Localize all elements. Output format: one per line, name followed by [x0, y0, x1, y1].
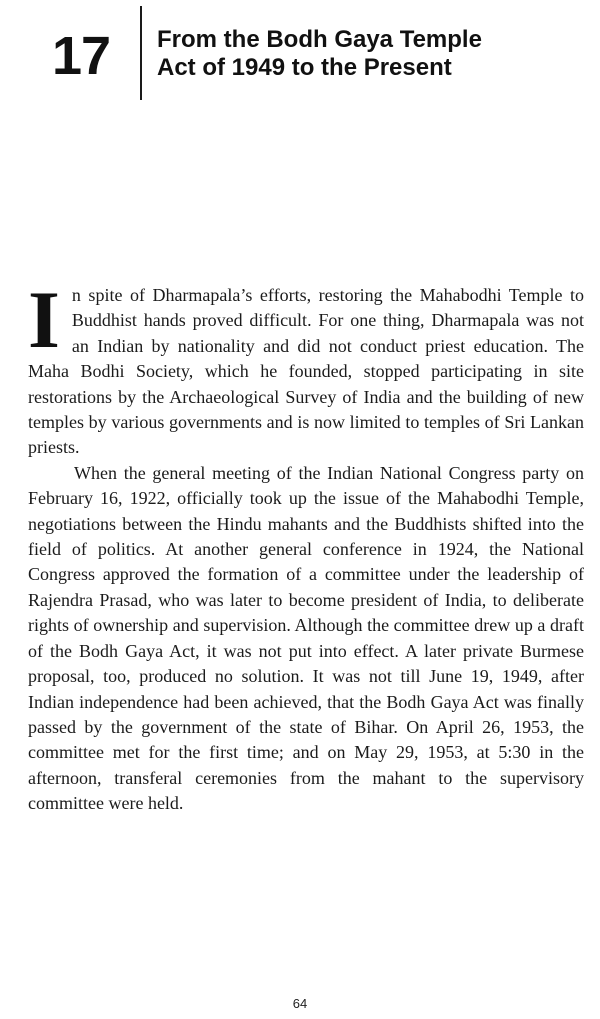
chapter-title-line-1: From the Bodh Gaya Temple	[157, 26, 482, 53]
paragraph-2: When the general meeting of the Indian National Congress party on February 16, 1922, officially took up the issue of the Mahabodhi Temple, negotiations between the Hindu mahants and the Buddhists shifted into the field of politics. At another general conference in 1924, the National Congress approved the formation of a committee under the leadership of Rajendra Prasad, who was later to become president of India, to deliberate rights of ownership and supervision. Although the committee drew up a draft of the Bodh Gaya Act, it was not put into effect. A later private Burmese proposal, too, produced no solution. It was not till June 19, 1949, after Indian independence had been achieved, that the Bodh Gaya Act was finally passed by the government of the state of Bihar. On April 26, 1953, the committee met for the first time; and on May 29, 1953, at 5:30 in the afternoon, transferal ceremonies from the mahant to the supervisory committee were held.	[28, 462, 584, 814]
chapter-body	[28, 274, 584, 817]
paragraph-1-text: n spite of Dharmapala’s efforts, restoring the Mahabodhi Temple to Buddhist hands proved difficult. For one thing, Dharmapala was not an Indian by nationality and did not conduct priest education. The Maha Bodhi Society, which he founded, stopped participating in site restorations by the Archaeological Survey of India and the building of new temples by various governments and is now limited to temples of Sri Lankan priests.	[28, 285, 584, 458]
chapter-divider	[140, 6, 142, 100]
chapter-title-line-2: Act of 1949 to the Present	[157, 54, 452, 81]
chapter-header	[0, 0, 600, 110]
chapter-title	[157, 26, 577, 82]
paragraph-1	[28, 274, 584, 461]
chapter-number: 17	[52, 26, 111, 86]
page-number: 64	[292, 996, 308, 1011]
drop-cap: I	[28, 274, 60, 365]
